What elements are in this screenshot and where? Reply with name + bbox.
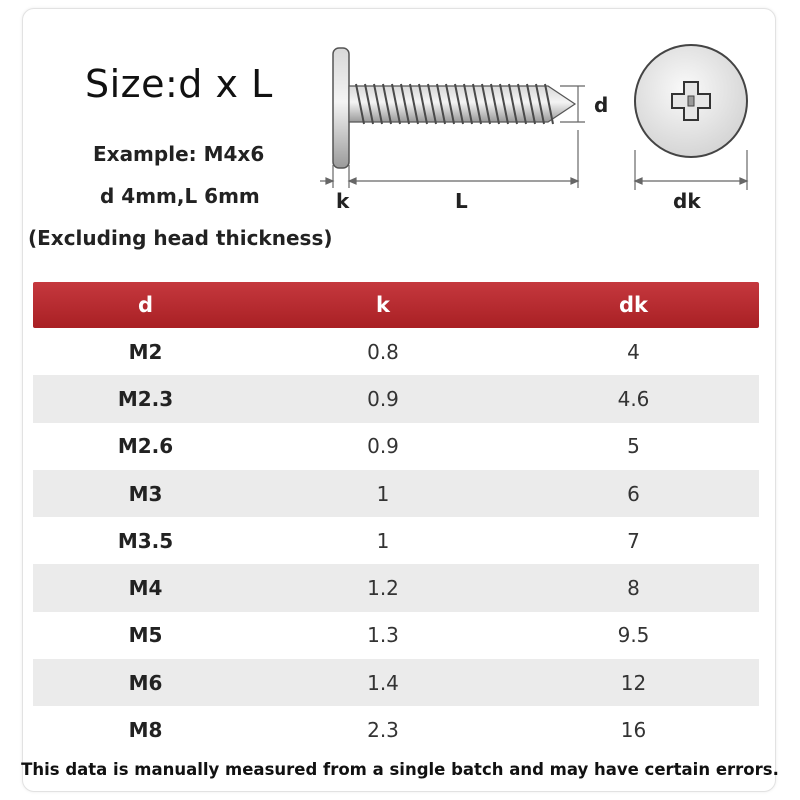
k-label: k xyxy=(336,189,350,213)
cell-k: 0.9 xyxy=(367,434,399,459)
table-row xyxy=(33,564,759,611)
cell-d: M6 xyxy=(128,670,163,695)
cell-dk: 7 xyxy=(627,528,640,553)
table-header xyxy=(33,282,759,328)
table-row xyxy=(33,659,759,706)
example-text: Example: M4x6 xyxy=(93,142,265,166)
table-row xyxy=(33,375,759,422)
table-row xyxy=(33,470,759,517)
table-row xyxy=(33,328,759,375)
measurement-disclaimer: This data is manually measured from a single batch and may have certain errors. xyxy=(21,760,779,779)
cell-d: M3 xyxy=(128,481,163,506)
cell-dk: 4 xyxy=(627,339,640,364)
length-dimensions xyxy=(320,130,578,188)
dimension-text: d 4mm,L 6mm xyxy=(100,184,260,208)
table-row xyxy=(33,612,759,659)
column-header-dk: dk xyxy=(619,293,648,317)
screw-head-top-view xyxy=(635,45,747,157)
size-title: Size:d x L xyxy=(85,62,273,106)
cell-k: 1.3 xyxy=(367,623,399,648)
screw-head xyxy=(333,48,349,168)
cell-d: M2.6 xyxy=(117,434,174,459)
cell-k: 1.4 xyxy=(367,670,399,695)
cell-k: 1 xyxy=(376,481,390,506)
cell-d: M8 xyxy=(128,718,163,743)
screw-side-view xyxy=(333,48,575,168)
table-row xyxy=(33,706,759,753)
cell-dk: 12 xyxy=(620,670,647,695)
screw-diagram xyxy=(0,0,800,260)
column-header-d: d xyxy=(137,293,154,317)
cell-k: 0.8 xyxy=(367,339,399,364)
cell-k: 0.9 xyxy=(367,386,399,411)
cell-d: M5 xyxy=(128,623,163,648)
cell-dk: 16 xyxy=(620,718,647,743)
d-label: d xyxy=(594,93,609,117)
table-body xyxy=(33,328,759,754)
cell-dk: 8 xyxy=(627,576,640,601)
column-header-k: k xyxy=(376,293,390,317)
cell-d: M2 xyxy=(128,339,163,364)
table-row xyxy=(33,423,759,470)
cell-k: 2.3 xyxy=(367,718,399,743)
cell-dk: 9.5 xyxy=(617,623,650,648)
cell-d: M4 xyxy=(128,576,163,601)
cell-d: M2.3 xyxy=(117,386,174,411)
cell-dk: 6 xyxy=(627,481,640,506)
cell-dk: 4.6 xyxy=(617,386,650,411)
cell-k: 1 xyxy=(376,528,390,553)
cell-k: 1.2 xyxy=(367,576,399,601)
exclusion-note: (Excluding head thickness) xyxy=(28,226,333,250)
cell-dk: 5 xyxy=(627,434,640,459)
cell-d: M3.5 xyxy=(117,528,174,553)
size-table xyxy=(33,282,759,754)
dk-label: dk xyxy=(673,189,701,213)
table-row xyxy=(33,517,759,564)
L-label: L xyxy=(455,189,468,213)
